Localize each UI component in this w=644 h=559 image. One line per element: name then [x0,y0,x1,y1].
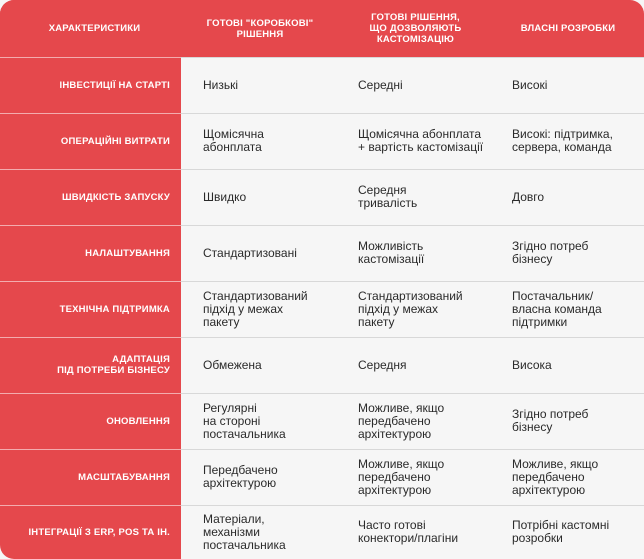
table-cell: Можливе, якщо передбачено архітектурою [512,456,599,497]
table-cell: Постачальник/ власна команда підтримки [512,288,602,329]
table-cell: Згідно потреб бізнесу [512,407,589,434]
table-cell: Потрібні кастомні розробки [512,518,610,545]
header-boxed-solutions: ГОТОВІ "КОРОБКОВІ" РІШЕННЯ [206,17,314,40]
table-cell: Високі: підтримка, сервера, команда [512,127,613,154]
header-own-development: ВЛАСНІ РОЗРОБКИ [520,23,616,34]
table-cell: Стандартизований підхід у межах пакету [203,288,308,329]
table-cell: Можливе, якщо передбачено архітектурою [358,400,445,441]
row-label: ТЕХНІЧНА ПІДТРИМКА [59,303,170,315]
row-label: НАЛАШТУВАННЯ [85,247,170,259]
table-cell: Низькі [203,77,239,92]
table-cell: Передбачено архітектурою [203,463,278,490]
row-label: ОНОВЛЕННЯ [106,415,170,427]
table-cell: Щомісячна абонплата + вартість кастомізації [358,127,484,154]
row-label: ІНТЕГРАЦІЇ З ERP, POS ТА ІН. [28,526,170,538]
table-cell: Можливість кастомізації [358,239,425,266]
header-customizable-solutions: ГОТОВІ РІШЕННЯ, ЩО ДОЗВОЛЯЮТЬ КАСТОМІЗАЦІЮ [369,12,462,45]
table-cell: Середня тривалість [358,183,418,210]
table-cell: Щомісячна абонплата [203,127,264,154]
table-cell: Згідно потреб бізнесу [512,239,589,266]
table-cell: Стандартизований підхід у межах пакету [358,288,463,329]
table-cell: Середня [358,357,407,372]
row-label: АДАПТАЦІЯ ПІД ПОТРЕБИ БІЗНЕСУ [57,354,170,376]
table-cell: Висока [512,357,552,372]
table-cell: Обмежена [203,357,262,372]
table-cell: Часто готові конектори/плагіни [358,518,459,545]
table-cell: Можливе, якщо передбачено архітектурою [358,456,445,497]
table-cell: Стандартизовані [203,245,297,260]
row-label: ШВИДКІСТЬ ЗАПУСКУ [62,191,170,203]
table-cell: Високі [512,77,548,92]
table-cell: Регулярні на стороні постачальника [203,400,286,441]
table-cell: Матеріали, механізми постачальника [203,511,286,552]
row-label: ОПЕРАЦІЙНІ ВИТРАТИ [60,135,170,147]
row-label: МАСШТАБУВАННЯ [78,471,170,483]
table-cell: Довго [512,189,545,204]
table-cell: Середні [358,77,403,92]
table-cell: Швидко [203,189,247,204]
row-label: ІНВЕСТИЦІЇ НА СТАРТІ [59,79,170,91]
header-characteristics: ХАРАКТЕРИСТИКИ [48,23,141,34]
